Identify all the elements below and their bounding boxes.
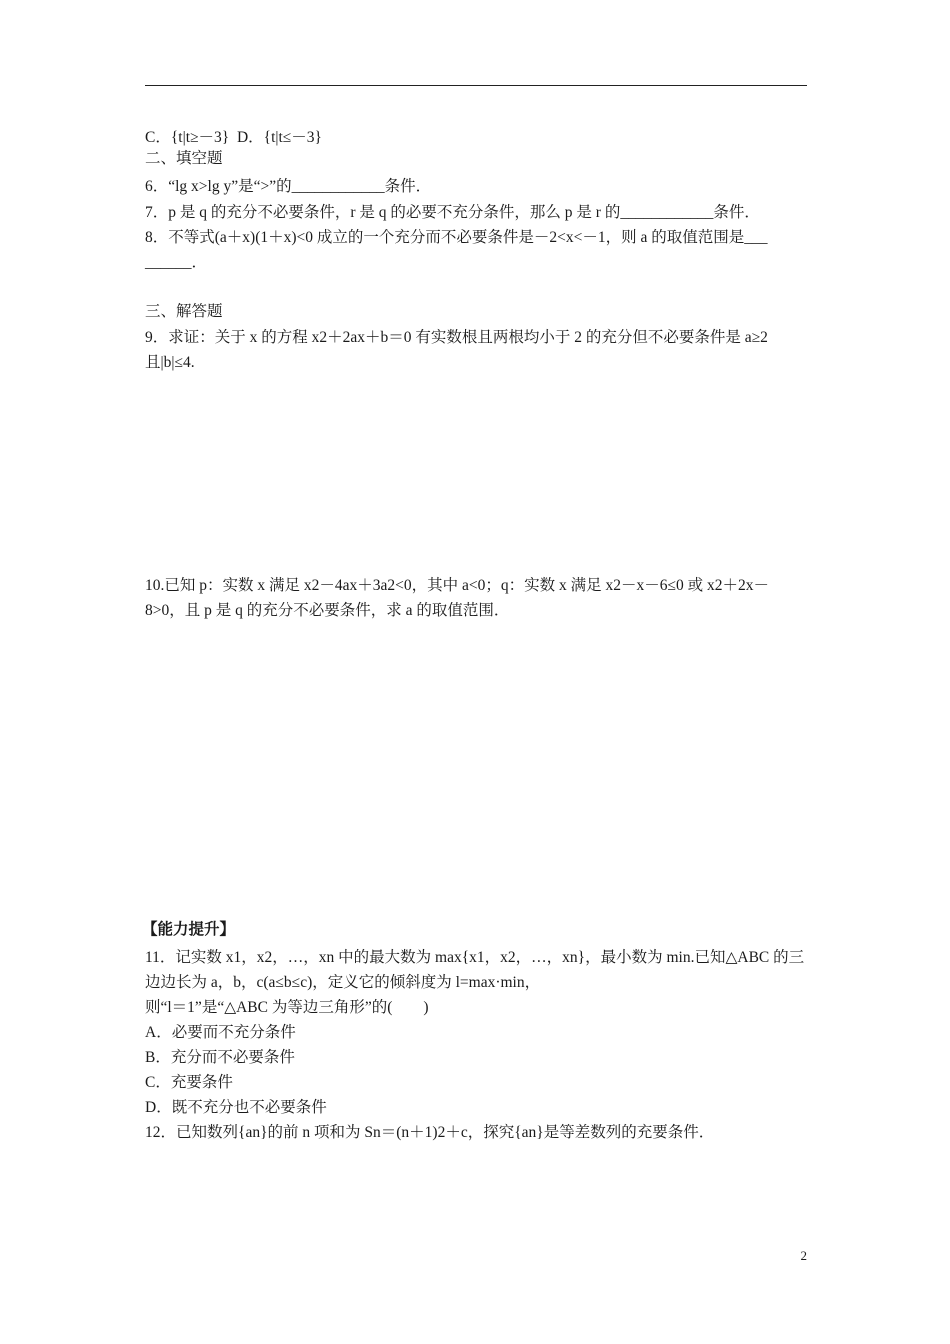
question-9-cont: 且|b|≤4. <box>145 354 195 371</box>
page-number: 2 <box>800 1248 807 1263</box>
question-11-cont: 边边长为 a，b，c(a≤b≤c)，定义它的倾斜度为 l=max·min， <box>145 974 541 991</box>
section-fill-in-heading: 二、填空题 <box>145 150 223 167</box>
section-answer-heading: 三、解答题 <box>145 303 223 320</box>
question-9: 9．求证：关于 x 的方程 x2＋2ax＋b＝0 有实数根且两根均小于 2 的充分但不必要条件是 a≥2 <box>145 329 768 346</box>
question-6: 6．“lg x>lg y”是“>”的____________条件． <box>145 178 432 195</box>
section-ability-heading: 【能力提升】 <box>142 921 236 938</box>
option-d: D．既不充分也不必要条件 <box>145 1099 327 1116</box>
question-8: 8．不等式(a＋x)(1＋x)<0 成立的一个充分而不必要条件是－2<x<－1，则 a 的取值范围是___ <box>145 229 768 246</box>
question-10-cont: 8>0，且 p 是 q 的充分不必要条件，求 a 的取值范围． <box>145 602 510 619</box>
question-11: 11．记实数 x1，x2，…，xn 中的最大数为 max{x1，x2，…，xn}，最小数为 min.已知△ABC 的三 <box>145 949 805 966</box>
option-a: A．必要而不充分条件 <box>145 1024 296 1041</box>
option-c: C．充要条件 <box>145 1074 233 1091</box>
question-8-cont: ______． <box>145 254 208 271</box>
question-11-stem: 则“l＝1”是“△ABC 为等边三角形”的( ) <box>145 999 429 1016</box>
option-c-d: C．{t|t≥－3} D．{t|t≤－3} <box>145 129 322 146</box>
header-rule <box>145 85 807 86</box>
question-7: 7．p 是 q 的充分不必要条件，r 是 q 的必要不充分条件，那么 p 是 r 的____________条件． <box>145 204 760 221</box>
option-b: B．充分而不必要条件 <box>145 1049 295 1066</box>
question-10: 10.已知 p：实数 x 满足 x2－4ax＋3a2<0，其中 a<0；q：实数 x 满足 x2－x－6≤0 或 x2＋2x－ <box>145 577 770 594</box>
question-12: 12．已知数列{an}的前 n 项和为 Sn＝(n＋1)2＋c，探究{an}是等差数列的充要条件． <box>145 1124 715 1141</box>
